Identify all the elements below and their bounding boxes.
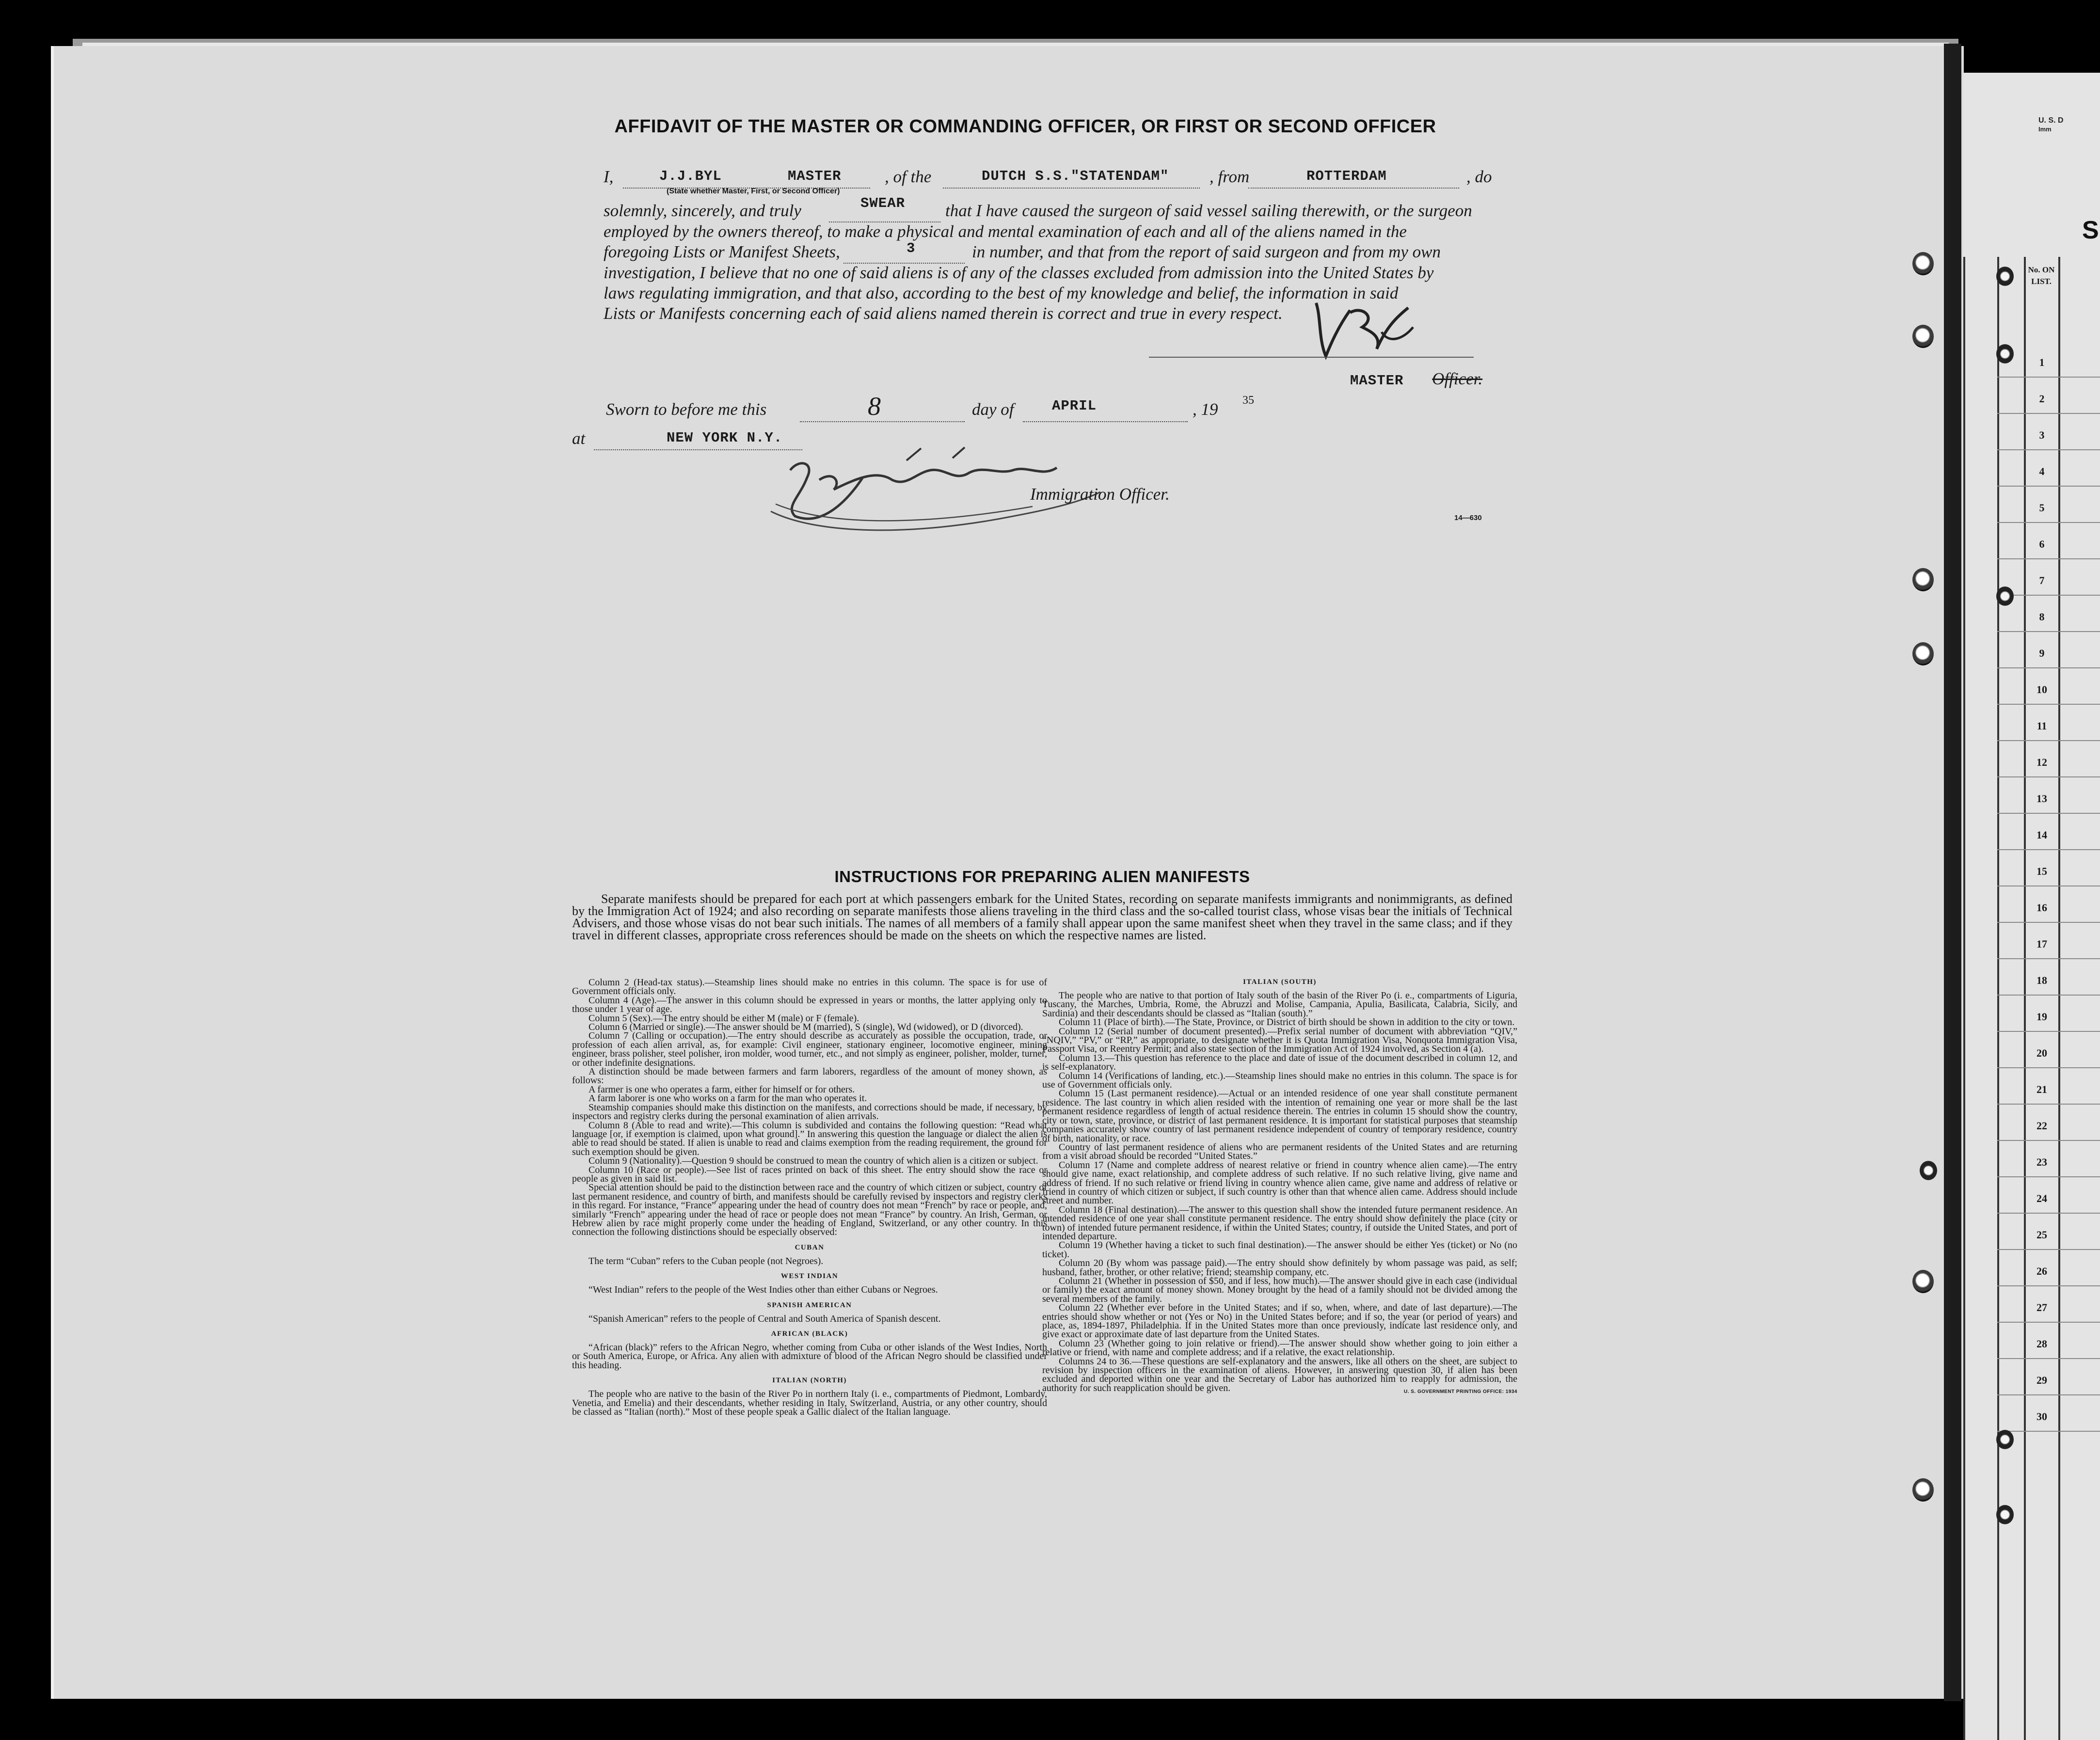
heading-spanish-american: SPANISH AMERICAN xyxy=(767,1301,852,1309)
list-row-rule xyxy=(1997,922,2100,923)
list-row-rule xyxy=(1997,1176,2100,1177)
grommet-icon xyxy=(1996,1430,2014,1449)
list-row-rule xyxy=(1997,776,2100,777)
right-column-paragraph: Column 22 (Whether ever before in the United States; and if so, when, where, and date of last departure).—The entries should show whether or not (Yes or No) in the United States before; and if so, the year (or period of years) and place, as, 1894-1897, Philadelphia. If in the United States more than once previously, indicate last residence only, and give exact or approximate date of last departure from the United States. xyxy=(1042,1302,1517,1340)
list-row-number: 30 xyxy=(2036,1410,2047,1423)
list-row-rule xyxy=(1997,1213,2100,1214)
form-number: 14—630 xyxy=(1454,514,1482,522)
list-row-rule xyxy=(1997,522,2100,523)
departure-port: ROTTERDAM xyxy=(1306,168,1387,184)
left-column-paragraph: A farm laborer is one who works on a farm for the man who operates it. xyxy=(589,1093,867,1104)
adjoining-page-col-head: No. ON LIST. xyxy=(2028,265,2055,286)
list-row-rule xyxy=(1997,740,2100,741)
master-signature xyxy=(1304,298,1416,364)
grommet-icon xyxy=(1996,267,2014,286)
affidavit-line-1: I, J.J.BYL MASTER , of the DUTCH S.S."STATENDAM" , from ROTTERDAM , do xyxy=(604,167,1515,187)
left-column-paragraph: A distinction should be made between farmers and farm laborers, regardless of the amount of money shown, as follows: xyxy=(572,1066,1047,1086)
heading-african: AFRICAN (BLACK) xyxy=(771,1330,848,1338)
list-row-rule xyxy=(1997,631,2100,632)
left-column-paragraph: Column 10 (Race or people).—See list of races printed on back of this sheet. The entry should show the race or people as given in said list. xyxy=(572,1164,1047,1184)
instructions-left-column xyxy=(572,978,1047,1416)
list-row-number: 29 xyxy=(2036,1374,2047,1386)
binder-hole-icon xyxy=(1912,642,1934,665)
right-column-paragraph: Column 18 (Final destination).—The answer to this question shall show the intended future permanent residence. An intended residence of one year shall constitute permanent residence. The entry should show definitely the place (city or town) of intended future permanent residence, if within the United States; country, if outside the United States, and port of intended departure. xyxy=(1042,1204,1517,1242)
list-row-rule xyxy=(1997,1285,2100,1286)
para-west-indian: “West Indian” refers to the people of the West Indies other than either Cubans or Negroes. xyxy=(589,1284,938,1296)
officer-name: J.J.BYL xyxy=(659,168,722,184)
list-row-rule xyxy=(1997,413,2100,414)
heading-cuban: CUBAN xyxy=(795,1243,825,1251)
list-row-number: 2 xyxy=(2039,393,2045,405)
heading-italian-south: ITALIAN (SOUTH) xyxy=(1243,978,1317,986)
left-column-paragraph: Column 8 (Able to read and write).—This column is subdivided and contains the following question: “Read what language [or, if exemption is claimed, upon what ground].” In answering this question the language or dialect the alien is able to read should be stated. If alien is unable to read and claims exemption from the reading requirement, the ground for such exemption should be given. xyxy=(572,1120,1047,1157)
instructions-right-column xyxy=(1042,978,1517,1395)
vessel-name: DUTCH S.S."STATENDAM" xyxy=(982,168,1169,184)
grommet-icon xyxy=(1996,1505,2014,1524)
list-row-number: 1 xyxy=(2039,356,2045,368)
list-row-number: 7 xyxy=(2039,574,2045,586)
list-row-number: 16 xyxy=(2036,902,2047,914)
list-row-number: 13 xyxy=(2036,792,2047,805)
right-column-paragraph: Column 17 (Name and complete address of nearest relative or friend in country whence alien came).—The entry should give name, exact relationship, and complete address of such relative. If no such relative living, give name and address of friend. If no such relative or friend living in country whence alien came, give name and address of relative or friend in country of which citizen or subject, if such country is other than that whence alien came. Address should include street and number. xyxy=(1042,1159,1517,1206)
list-row-rule xyxy=(1997,1031,2100,1032)
left-column-paragraph: Column 5 (Sex).—The entry should be either M (male) or F (female). xyxy=(589,1012,859,1024)
heading-west-indian: WEST INDIAN xyxy=(780,1272,839,1281)
adjoining-page-header: U. S. D Imm xyxy=(2038,116,2064,133)
affidavit-line-6: laws regulating immigration, and that also, according to the best of my knowledge and belief, the information in said xyxy=(604,284,1399,302)
sworn-place: NEW YORK N.Y. xyxy=(667,430,783,446)
list-row-number: 20 xyxy=(2036,1047,2047,1059)
list-row-number: 25 xyxy=(2036,1229,2047,1241)
list-row-number: 12 xyxy=(2036,756,2047,768)
signature-line xyxy=(1149,357,1474,358)
heading-italian-north: ITALIAN (NORTH) xyxy=(772,1376,847,1385)
para-cuban: The term “Cuban” refers to the Cuban people (not Negroes). xyxy=(589,1255,824,1266)
list-row-rule xyxy=(1997,1322,2100,1323)
list-row-rule xyxy=(1997,449,2100,450)
grommet-icon xyxy=(1996,344,2014,364)
list-row-number: 17 xyxy=(2036,938,2047,950)
list-row-number: 8 xyxy=(2039,611,2045,623)
list-row-number: 19 xyxy=(2036,1011,2047,1023)
left-column-paragraph: Column 6 (Married or single).—The answer should be M (married), S (single), Wd (widowed), or D (divorced). xyxy=(589,1022,1023,1033)
list-row-rule xyxy=(1997,1249,2100,1250)
list-row-number: 9 xyxy=(2039,647,2045,659)
affidavit-line-3: employed by the owners thereof, to make a physical and mental examination of each and all of the aliens named in the xyxy=(604,222,1407,241)
list-row-rule xyxy=(1997,667,2100,668)
list-row-number: 24 xyxy=(2036,1192,2047,1204)
officer-rank: MASTER xyxy=(788,168,842,184)
right-column-paragraph: Column 23 (Whether going to join relative or friend).—The answer should show whether going to join either a relative or friend, with name and complete address; and if a relative, the exact relationship. xyxy=(1042,1338,1517,1358)
sheet-count: 3 xyxy=(907,240,916,256)
right-column-paragraph: Column 20 (By whom was passage paid).—The entry should show definitely by whom passage was paid, as self; husband, father, brother, or other relative; friend; steamship company, etc. xyxy=(1042,1258,1517,1278)
list-row-rule xyxy=(1997,1358,2100,1359)
list-row-number: 28 xyxy=(2036,1338,2047,1350)
right-column-paragraph: Column 15 (Last permanent residence).—Actual or an intended residence of one year shall constitute permanent residence. The last country in which alien resided with the intention of remaining one year or more shall be the last permanent residence regardless of length of actual residence therein. The entries in column 15 should show the country, city or town, state, province, or district of last permanent residence. It is important for statistical purposes that steamship companies accurately show country of last permanent residence independent of country of temporary residence, country of birth, nationality, or race. xyxy=(1042,1088,1517,1144)
adjoining-page-grid xyxy=(1963,257,2100,1740)
list-row-rule xyxy=(1997,813,2100,814)
para-spanish-american: “Spanish American” refers to the people of Central and South America of Spanish descent. xyxy=(589,1313,941,1324)
list-row-number: 22 xyxy=(2036,1120,2047,1132)
binder-hole-icon xyxy=(1912,1478,1934,1502)
right-column-paragraph: The people who are native to that portion of Italy south of the basin of the River Po (i. e., compartments of Liguria, Tuscany, the Marches, Umbria, Rome, the Abruzzi and Molise, Campania, Apulia, Basilicata, Calabria, Sicily, and Sardinia) and their descendants should be classed as “Italian (south).” xyxy=(1042,990,1517,1019)
left-column-paragraph: Special attention should be paid to the distinction between race and the country of which citizen or subject, country of last permanent residence, and country of birth, and manifests should be carefully revised by inspectors and registry clerks in this regard. For instance, “France” appearing under the head of country does not mean “French” by race or people, and, similarly “French” appearing under the head of race or people does not mean “France” by country. An Irish, German, or Hebrew alien by race might properly come under the heading of England, Switzerland, or any other country. In this connection the following distinctions should be especially observed: xyxy=(572,1182,1047,1238)
list-row-number: 6 xyxy=(2039,538,2045,550)
list-row-number: 5 xyxy=(2039,502,2045,514)
grommet-icon xyxy=(1920,1161,1937,1180)
list-row-rule xyxy=(1997,377,2100,378)
right-column-paragraph: Column 14 (Verifications of landing, etc.).—Steamship lines should make no entries in this column. The space is for use of Government officials only. xyxy=(1042,1070,1517,1091)
affidavit-line-5: investigation, I believe that no one of said aliens is of any of the classes excluded from admission into the United States by xyxy=(604,263,1434,282)
list-row-rule xyxy=(1997,1431,2100,1432)
binder-hole-icon xyxy=(1912,325,1934,348)
sworn-day: 8 xyxy=(868,392,881,421)
sworn-month: APRIL xyxy=(1052,398,1097,414)
list-row-rule xyxy=(1997,1140,2100,1141)
binder-hole-icon xyxy=(1912,1270,1934,1293)
right-column-paragraph: Column 21 (Whether in possession of $50, and if less, how much).—The answer should give in each case (individual or family) the exact amount of money shown. Money brought by the head of a family should not be divided among the several members of the family. xyxy=(1042,1276,1517,1304)
left-column-paragraph: Column 4 (Age).—The answer in this column should be expressed in years or months, the latter applying only to those under 1 year of age. xyxy=(572,995,1047,1015)
sworn-line: Sworn to before me this 8 day of APRIL , 19 35 xyxy=(606,400,1333,419)
grommet-icon xyxy=(1996,586,2014,606)
list-row-rule xyxy=(1997,1067,2100,1068)
right-column-paragraph: Country of last permanent residence of aliens who are permanent residents of the United States and are returning from a visit abroad should be recorded “United States.” xyxy=(1042,1141,1517,1162)
list-row-rule xyxy=(1997,1104,2100,1105)
rank-instruction: (State whether Master, First, or Second Officer) xyxy=(667,187,840,195)
para-african: “African (black)” refers to the African Negro, whether coming from Cuba or other islands of the West Indies, North or South America, Europe, or Africa. Any alien with admixture of blood of the African Negro should be classified under this heading. xyxy=(572,1342,1047,1371)
adjoining-page-letter: S xyxy=(2082,216,2099,244)
binder-hole-icon xyxy=(1912,252,1934,275)
right-column-paragraph: Column 11 (Place of birth).—The State, Province, or District of birth should be shown in addition to the city or town. xyxy=(1059,1017,1515,1028)
immigration-officer-title: Immigration Officer. xyxy=(1030,485,1170,504)
affidavit-title: AFFIDAVIT OF THE MASTER OR COMMANDING OFFICER, OR FIRST OR SECOND OFFICER xyxy=(614,116,1436,137)
right-column-paragraph: Columns 24 to 36.—These questions are self-explanatory and the answers, like all others on the sheet, are subject to revision by inspection officers in the examination of aliens. However, in answering question 30, if alien has been excluded and deported within one year and the Secretary of Labor has authorized him to reapply for admission, the authority for such reapplication should be given. xyxy=(1042,1356,1517,1393)
binder-hole-icon xyxy=(1912,568,1934,591)
printer-imprint: U. S. GOVERNMENT PRINTING OFFICE: 1934 xyxy=(1403,1389,1517,1395)
list-row-number: 26 xyxy=(2036,1265,2047,1277)
list-row-rule xyxy=(1997,958,2100,959)
left-column-paragraph: A farmer is one who operates a farm, either for himself or for others. xyxy=(589,1084,855,1095)
right-column-paragraph: Column 13.—This question has reference to the place and date of issue of the document described in column 12, and is self-explanatory. xyxy=(1042,1052,1517,1073)
para-italian-north: The people who are native to the basin of the River Po in northern Italy (i. e., compartments of Piedmont, Lombardy, Venetia, and Emelia) and their descendants, whether residing in Italy, Switzerland, Austria, or any other country, should be classed as “Italian (north).” Most of these people speak a Gallic dialect of the Italian language. xyxy=(572,1389,1047,1418)
list-row-number: 10 xyxy=(2036,683,2047,696)
adjoining-manifest-page xyxy=(1963,73,2100,1740)
left-column-paragraph: Column 9 (Nationality).—Question 9 should be construed to mean the country of which alien is a citizen or subject. xyxy=(589,1155,1038,1167)
list-row-number: 15 xyxy=(2036,865,2047,877)
list-row-number: 18 xyxy=(2036,974,2047,986)
list-row-number: 14 xyxy=(2036,829,2047,841)
oath-word: SWEAR xyxy=(860,195,906,211)
list-row-number: 3 xyxy=(2039,429,2045,441)
affidavit-line-2: solemnly, sincerely, and truly SWEAR that I have caused the surgeon of said vessel sailing therewith, or the surgeon xyxy=(604,201,1515,221)
list-row-rule xyxy=(1997,849,2100,850)
instructions-title: INSTRUCTIONS FOR PREPARING ALIEN MANIFESTS xyxy=(834,868,1250,886)
page-gutter xyxy=(1944,44,1961,1701)
list-row-rule xyxy=(1997,995,2100,996)
list-row-rule xyxy=(1997,1394,2100,1395)
signer-title: MASTER Officer. xyxy=(1350,369,1483,389)
list-row-number: 11 xyxy=(2036,720,2047,732)
list-row-rule xyxy=(1997,558,2100,559)
right-column-paragraph: Column 12 (Serial number of document presented).—Prefix serial number of document with abbreviation “QIV,” “NQIV,” “PV,” or “RP,” as appropriate, to designate whether it is Quota Immigration Visa, Nonquota Immigration Visa, Passport Visa, or Reentry Permit; and also state section of the Immigration Act of 1924 involved, as Section 4 (a). xyxy=(1042,1026,1517,1055)
list-row-number: 4 xyxy=(2039,465,2045,477)
list-row-rule xyxy=(1997,486,2100,487)
list-row-number: 23 xyxy=(2036,1156,2047,1168)
left-column-paragraph: Steamship companies should make this distinction on the manifests, and corrections should be made, if necessary, by inspectors and registry clerks during the personal examination of alien arrivals. xyxy=(572,1102,1047,1122)
list-row-rule xyxy=(1997,704,2100,705)
list-row-number: 27 xyxy=(2036,1301,2047,1313)
affidavit-line-4: foregoing Lists or Manifest Sheets, 3 in number, and that from the report of said surgeon and from my own xyxy=(604,242,1515,262)
list-row-number: 21 xyxy=(2036,1083,2047,1095)
sworn-place-line: at NEW YORK N.Y. xyxy=(572,429,911,448)
left-column-paragraph: Column 7 (Calling or occupation).—The entry should describe as accurately as possible the occupation, trade, or profession of each alien arrival, as, for example: Civil engineer, stationary engineer, locomotive engineer, mining engineer, brass polisher, steel polisher, iron molder, wood turner, etc., and not simply as engineer, polisher, molder, turner, or other indefinite designations. xyxy=(572,1030,1047,1068)
affidavit-line-7: Lists or Manifests concerning each of said aliens named therein is correct and true in every respect. xyxy=(604,304,1283,323)
sworn-year: 35 xyxy=(1242,394,1254,407)
instructions-intro: Separate manifests should be prepared for each port at which passengers embark for the United States, recording on separate manifests immigrants and nonimmigrants, as defined by the Immigration Act of 1924; and also recording on separate manifests those aliens traveling in the third class and the so-called tourist class, whose visas bear the initials of Technical Advisers, and those whose visas do not bear such initials. The names of all members of a family shall appear upon the same manifest sheet when they travel in the same class; and if they travel in different classes, appropriate cross references should be made on the sheets on which the respective names are listed. xyxy=(572,892,1512,942)
left-column-paragraph: Column 2 (Head-tax status).—Steamship lines should make no entries in this column. The space is for use of Government officials only. xyxy=(572,977,1047,997)
right-column-paragraph: Column 19 (Whether having a ticket to such final destination).—The answer should be either Yes (ticket) or No (no ticket). xyxy=(1042,1240,1517,1260)
